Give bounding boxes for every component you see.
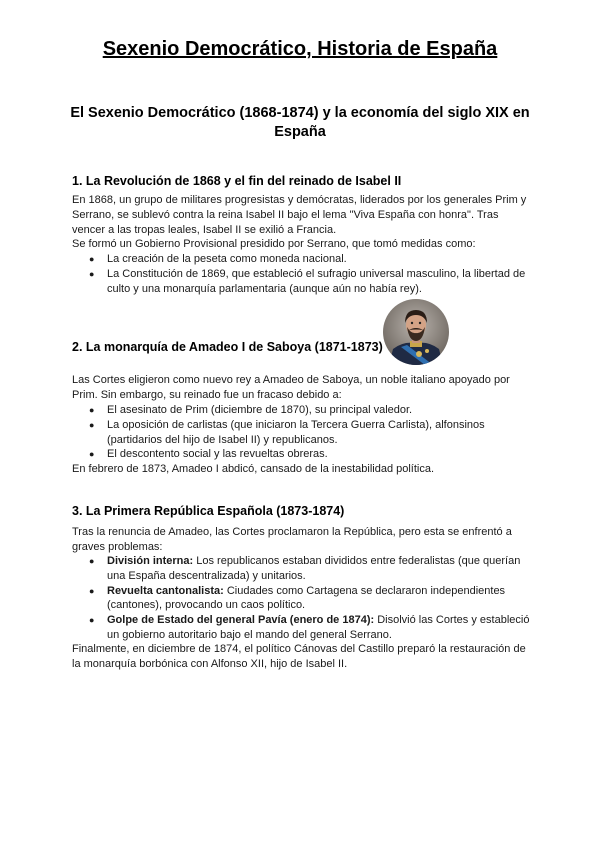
- amadeo-portrait-image: [383, 299, 449, 365]
- document-subtitle: El Sexenio Democrático (1868-1874) y la economía del siglo XIX en España: [70, 105, 530, 140]
- list-item: [72, 418, 532, 448]
- section-2-heading: 2. La monarquía de Amadeo I de Saboya (1871-1873): [72, 340, 383, 354]
- list-item-text: El descontento social y las revueltas obreras.: [107, 448, 328, 461]
- list-item-label: Revuelta cantonalista:: [107, 584, 224, 597]
- section-2-paragraph-1: Las Cortes eligieron como nuevo rey a Amadeo de Saboya, un noble italiano apoyado por Prim. Sin embargo, su reinado fue un fracaso debido a:: [72, 374, 510, 401]
- list-item: [72, 267, 532, 297]
- bullet-icon: ●: [89, 405, 95, 415]
- list-item: [72, 584, 532, 614]
- list-item-text: Disolvió las Cortes y estableció un gobierno autoritario bajo el mando del general Serrano.: [107, 614, 530, 641]
- section-1-paragraph-2: Se formó un Gobierno Provisional presidido por Serrano, que tomó medidas como:: [72, 238, 476, 250]
- section-1-paragraph-1: En 1868, un grupo de militares progresistas y demócratas, liderados por los generales Prim y Serrano, se sublevó contra la reina Isabel II bajo el lema "Viva España con honra". Tras vencer a las tropas leales, Isabel II se exilió a Francia.: [72, 194, 527, 236]
- section-2-list: [72, 403, 532, 462]
- bullet-icon: ●: [89, 556, 95, 566]
- list-item: [72, 613, 532, 643]
- list-item: [72, 403, 532, 418]
- list-item-text: Ciudades como Cartagena se declararon independientes (cantones), provocando un caos político.: [107, 584, 506, 612]
- bullet-icon: ●: [89, 254, 95, 264]
- list-item-label: Golpe de Estado del general Pavía (enero de 1874):: [107, 614, 375, 627]
- bullet-icon: ●: [89, 449, 95, 460]
- section-3-heading: 3. La Primera República Española (1873-1874): [72, 504, 345, 518]
- list-item-text: El asesinato de Prim (diciembre de 1870), su principal valedor.: [107, 404, 413, 416]
- section-3-list: [72, 554, 532, 643]
- page-title: Sexenio Democrático, Historia de España: [102, 38, 498, 60]
- bullet-icon: ●: [89, 268, 95, 279]
- portrait-icon: [383, 299, 449, 365]
- bullet-icon: ●: [89, 585, 95, 596]
- section-1-heading: 1. La Revolución de 1868 y el fin del reinado de Isabel II: [72, 174, 402, 188]
- list-item: [72, 447, 532, 462]
- section-1-list: [72, 252, 532, 296]
- section-3-paragraph-1: Tras la renuncia de Amadeo, las Cortes proclamaron la República, pero esta se enfrentó a graves problemas:: [72, 526, 512, 553]
- section-2-paragraph-2: En febrero de 1873, Amadeo I abdicó, cansado de la inestabilidad política.: [72, 463, 435, 475]
- list-item: [72, 554, 532, 584]
- bullet-icon: ●: [89, 615, 95, 626]
- list-item-text: Los republicanos estaban divididos entre federalistas (que querían una España descentralizada) y unitarios.: [107, 555, 521, 582]
- list-item-text: La oposición de carlistas (que iniciaron la Tercera Guerra Carlista), alfonsinos (partidarios del hijo de Isabel II) y republicanos.: [107, 418, 485, 446]
- section-3-paragraph-2: Finalmente, en diciembre de 1874, el político Cánovas del Castillo preparó la restauración de la monarquía borbónica con Alfonso XII, hijo de Isabel II.: [72, 643, 526, 670]
- bullet-icon: ●: [89, 419, 95, 430]
- list-item: [72, 252, 532, 267]
- list-item-text: La creación de la peseta como moneda nacional.: [107, 253, 347, 265]
- list-item-label: División interna:: [107, 555, 194, 567]
- list-item-text: La Constitución de 1869, que estableció el sufragio universal masculino, la libertad de culto y una monarquía parlamentaria (aunque aún no había rey).: [107, 267, 526, 295]
